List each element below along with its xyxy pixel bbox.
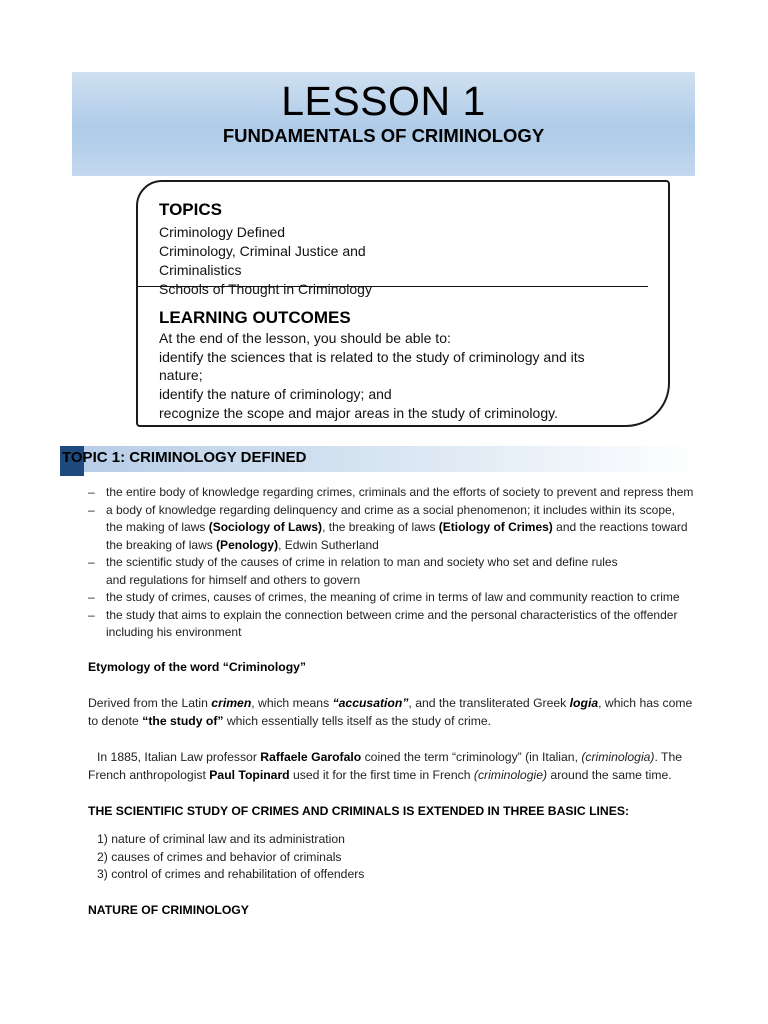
term-the-study-of: “the study of” (142, 713, 224, 728)
topic1-title: TOPIC 1: CRIMINOLOGY DEFINED (62, 449, 307, 466)
name-paul-topinard: Paul Topinard (209, 767, 290, 782)
paragraph-text: , and the transliterated Greek (408, 696, 570, 710)
paragraph-text: In 1885, Italian Law professor (97, 750, 261, 764)
dash-bullet: – (88, 607, 95, 622)
term-etiology-of-crimes: (Etiology of Crimes) (438, 520, 553, 534)
definition-text: including his environment (106, 625, 242, 639)
term-criminologie: (criminologie) (473, 767, 548, 782)
outcome-line: recognize the scope and major areas in the study of criminology. (159, 405, 558, 421)
definition-text: and regulations for himself and others to govern (106, 572, 361, 587)
definition-text: , the breaking of laws (322, 520, 439, 534)
list-item: 1) nature of criminal law and its administration (97, 832, 345, 846)
three-lines-heading: THE SCIENTIFIC STUDY OF CRIMES AND CRIMINALS IS EXTENDED IN THREE BASIC LINES: (88, 804, 630, 818)
definition-item (88, 607, 718, 642)
outcome-line: At the end of the lesson, you should be able to: (159, 330, 451, 346)
lesson-title: LESSON 1 (281, 78, 486, 124)
definitions-list (88, 484, 718, 642)
topic-item: Criminalistics (159, 262, 242, 278)
definition-text: a body of knowledge regarding delinquency and crime as a social phenomenon; it includes within its scope, (106, 502, 676, 517)
outcome-line: identify the nature of criminology; and (159, 386, 392, 402)
paragraph-text: French anthropologist (88, 767, 210, 782)
three-lines-list (97, 831, 364, 884)
list-item: 2) causes of crimes and behavior of criminals (97, 849, 342, 864)
definition-item (88, 554, 718, 589)
name-raffaele-garofalo: Raffaele Garofalo (260, 750, 362, 764)
paragraph-text: coined the term “criminology” (in Italian, (361, 750, 582, 764)
lesson-header-band (72, 72, 695, 176)
paragraph-text: Derived from the Latin (88, 696, 212, 710)
outcome-line: identify the sciences that is related to the study of criminology and its (159, 349, 585, 365)
definition-text: the scientific study of the causes of crime in relation to man and society who set and define rules (106, 555, 618, 569)
dash-bullet: – (88, 502, 95, 517)
term-criminologia: (criminologia) (581, 750, 655, 764)
nature-of-criminology-heading: NATURE OF CRIMINOLOGY (88, 903, 249, 917)
topics-heading: TOPICS (159, 200, 222, 219)
paragraph-text: , which means (251, 696, 333, 710)
definition-text: the study that aims to explain the connection between crime and the personal characteristics of the offender (106, 607, 678, 622)
term-accusation: “accusation” (332, 696, 409, 710)
dash-bullet: – (88, 485, 95, 499)
definition-item (88, 484, 718, 502)
paragraph-text: to denote (88, 713, 143, 728)
term-penology: (Penology) (216, 537, 279, 552)
divider-line (138, 286, 648, 287)
definition-text: the breaking of laws (106, 537, 217, 552)
topic-item: Criminology Defined (159, 224, 286, 240)
definition-text: the entire body of knowledge regarding crimes, criminals and the efforts of society to prevent and repress them (106, 485, 694, 499)
definition-text: , Edwin Sutherland (278, 537, 379, 552)
definition-item (88, 502, 718, 555)
definition-text: and the reactions toward (552, 520, 688, 534)
definition-text: the study of crimes, causes of crimes, the meaning of crime in terms of law and community reaction to crime (106, 590, 680, 604)
paragraph-text: used it for the first time in French (289, 767, 474, 782)
paragraph-text: which essentially tells itself as the study of crime. (223, 713, 492, 728)
term-sociology-of-laws: (Sociology of Laws) (208, 520, 323, 534)
definition-text: the making of laws (106, 520, 209, 534)
paragraph-text: around the same time. (547, 767, 672, 782)
list-item: 3) control of crimes and rehabilitation of offenders (97, 867, 365, 881)
history-paragraph (88, 749, 708, 784)
paragraph-text: . The (654, 750, 683, 764)
etymology-heading: Etymology of the word “Criminology” (88, 660, 307, 674)
lesson-subtitle: FUNDAMENTALS OF CRIMINOLOGY (222, 125, 545, 146)
dash-bullet: – (88, 555, 95, 569)
term-logia: logia (569, 696, 599, 710)
etymology-paragraph (88, 695, 708, 730)
topics-outcomes-box (136, 180, 670, 427)
paragraph-text: , which has come (598, 696, 693, 710)
topic-item: Criminology, Criminal Justice and (159, 243, 366, 259)
learning-outcomes-heading: LEARNING OUTCOMES (159, 308, 351, 327)
topic-item: Schools of Thought in Criminology (159, 281, 372, 297)
term-crimen: crimen (211, 696, 252, 710)
outcome-line: nature; (159, 367, 203, 383)
dash-bullet: – (88, 590, 95, 604)
definition-item (88, 589, 718, 607)
